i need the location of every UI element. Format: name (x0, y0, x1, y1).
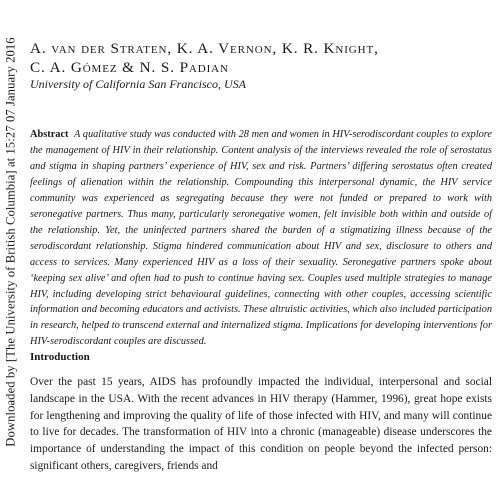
abstract-text: A qualitative study was conducted with 28 men and women in HIV-serodiscordant couples to explore the management of HIV in their relationship. Content analysis of the interviews revealed the role of serostatus and stigma in shaping partners’ experience of HIV, sex and risk. Partners’ differing serostatus often created feelings of alienation within the relationship. Compounding this interpersonal dynamic, the HIV service community was experienced as segregating because they were not funded or prepared to work with seronegative partners. Thus many, particularly seronegative women, felt invisible both within and outside of the relationship. Yet, the uninfected partners shared the burden of a stigmatizing illness because of the serodiscordant relationship. Stigma hindered communication about HIV and sex, disclosure to others and access to services. Many experienced HIV as a loss of their sexuality. Seronegative partners spoke about ‘keeping sex alive’ and often had to push to continue having sex. Couples used multiple strategies to manage HIV, including developing strict behavioural guidelines, connecting with other couples, accessing scientific information and becoming educators and activists. These altruistic activities, which also included participation in research, helped to transcend external and internalized stigma. Implications for developing interventions for HIV-serodiscordant couples are discussed. (30, 129, 492, 348)
download-stamp (0, 0, 22, 480)
author-list (30, 39, 492, 77)
author-line-1: A. van der Straten, K. A. Vernon, K. R. Knight, (30, 40, 379, 57)
download-stamp-text: Downloaded by [The University of British Columbia] at 15:27 07 January 2016 (3, 37, 18, 447)
abstract (30, 127, 492, 350)
section-heading-introduction: Introduction (30, 351, 90, 363)
introduction-paragraph: Over the past 15 years, AIDS has profoundly impacted the individual, interpersonal and social landscape in the USA. With the recent advances in HIV therapy (Hammer, 1996), great hope exists for lengthening and improving the quality of life of those infected with HIV, and many will continue to live for decades. The transformation of HIV into a chronic (manageable) disease underscores the importance of understanding the impact of this condition on people beyond the infected person: significant others, caregivers, friends and (30, 376, 492, 472)
abstract-label: Abstract (30, 129, 69, 140)
affiliation: University of California San Francisco, USA (30, 77, 246, 91)
author-line-2: C. A. Gómez & N. S. Padian (30, 59, 229, 76)
